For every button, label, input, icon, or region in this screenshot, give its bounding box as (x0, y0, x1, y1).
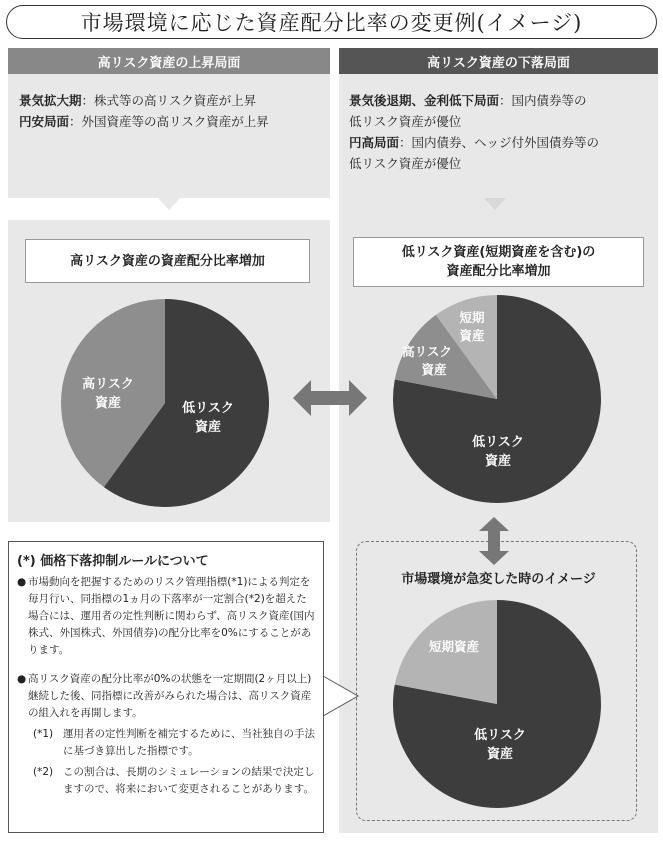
note-callout-pointer (322, 672, 360, 720)
left-description (19, 90, 324, 132)
left-term-1: 景気拡大期 (19, 93, 82, 108)
left-text-2: ：外国資産等の高リスク資産が上昇 (69, 114, 269, 129)
crisis-title: 市場環境が急変した時のイメージ (401, 572, 596, 587)
right-text-2: ：国内債券、ヘッジ付外国債券等の (399, 135, 600, 150)
right-caret (484, 198, 506, 210)
right-cont-2: 低リスク資産が優位 (349, 156, 462, 171)
right-pie-label-low-1: 低リスク (472, 435, 524, 450)
right-pie-label-high-1: 高リスク (402, 344, 452, 359)
crisis-pie-label-low-2: 資産 (486, 747, 514, 762)
note-bullet-2-text: 高リスク資産の配分比率が0%の状態を一定期間(2ヶ月以上)継続した後、同指標に改善がみられた場合は、高リスク資産の組入れを再開します。 (28, 673, 312, 719)
right-pie-label-short-2: 資産 (459, 328, 485, 343)
right-pie-label-short-1: 短期 (459, 310, 485, 325)
note-sub-2-text: この割合は、長期のシミュレーションの結果で決定しますので、将来において変更されることがあります。 (63, 766, 315, 795)
right-pie-label-high-2: 資産 (421, 362, 447, 377)
crisis-pie-label-short: 短期資産 (428, 639, 480, 654)
left-pie-chart (60, 296, 270, 510)
crisis-pie-chart (392, 597, 602, 811)
note-sub-2 (17, 764, 315, 798)
bullet-icon: ● (17, 673, 27, 685)
right-pie-chart (392, 294, 602, 504)
note-bullet-1-text: 市場動向を把握するためのリスク管理指標(*1)による判定を毎月行い、同指標の1ヵ月の下落率が一定割合(*2)を超えた場合には、運用者の定性判断に関わらず、高リスク資産(国内株式、外国株式、外国債券)の配分比率を0%にすることがあります。 (28, 576, 315, 656)
left-pie-label-low-2: 資産 (194, 420, 222, 435)
left-label-box: 高リスク資産の資産配分比率増加 (25, 239, 310, 283)
right-label-box (353, 237, 644, 287)
note-bullet-2 (17, 671, 315, 722)
note-bullet-1 (17, 574, 315, 659)
crisis-pie-label-low-1: 低リスク (474, 728, 526, 743)
left-pie-label-high-1: 高リスク (82, 377, 134, 392)
page-title: 市場環境に応じた資産配分比率の変更例(イメージ) (6, 5, 657, 39)
right-term-2: 円高局面 (349, 135, 400, 150)
right-term-1: 景気後退期、金利低下局面 (349, 93, 500, 108)
right-header: 高リスク資産の下落局面 (339, 48, 658, 74)
right-description (349, 90, 654, 174)
note-sub-2-mark: (*2) (33, 766, 54, 778)
horizontal-double-arrow-icon (293, 376, 367, 420)
left-text-1: ：株式等の高リスク資産が上昇 (81, 93, 257, 108)
left-pie-label-low-1: 低リスク (182, 401, 234, 416)
note-sub-1 (17, 726, 315, 760)
right-pie-label-low-2: 資産 (484, 454, 512, 469)
note-sub-1-mark: (*1) (33, 728, 54, 740)
left-caret (158, 198, 180, 210)
note-sub-1-text: 運用者の定性判断を補完するために、当社独自の手法に基づき算出した指標です。 (63, 728, 315, 757)
left-term-2: 円安局面 (19, 114, 70, 129)
left-pie-label-high-2: 資産 (94, 396, 122, 411)
right-text-1: ：国内債券等の (499, 93, 587, 108)
right-cont-1: 低リスク資産が優位 (349, 114, 462, 129)
note-title: (*) 価格下落抑制ルールについて (17, 554, 209, 569)
bullet-icon: ● (17, 576, 27, 588)
note-box (8, 541, 324, 833)
right-label-line-2: 資産配分比率増加 (446, 264, 551, 279)
left-header: 高リスク資産の上昇局面 (8, 48, 330, 74)
right-label-line-1: 低リスク資産(短期資産を含む)の (401, 245, 596, 260)
